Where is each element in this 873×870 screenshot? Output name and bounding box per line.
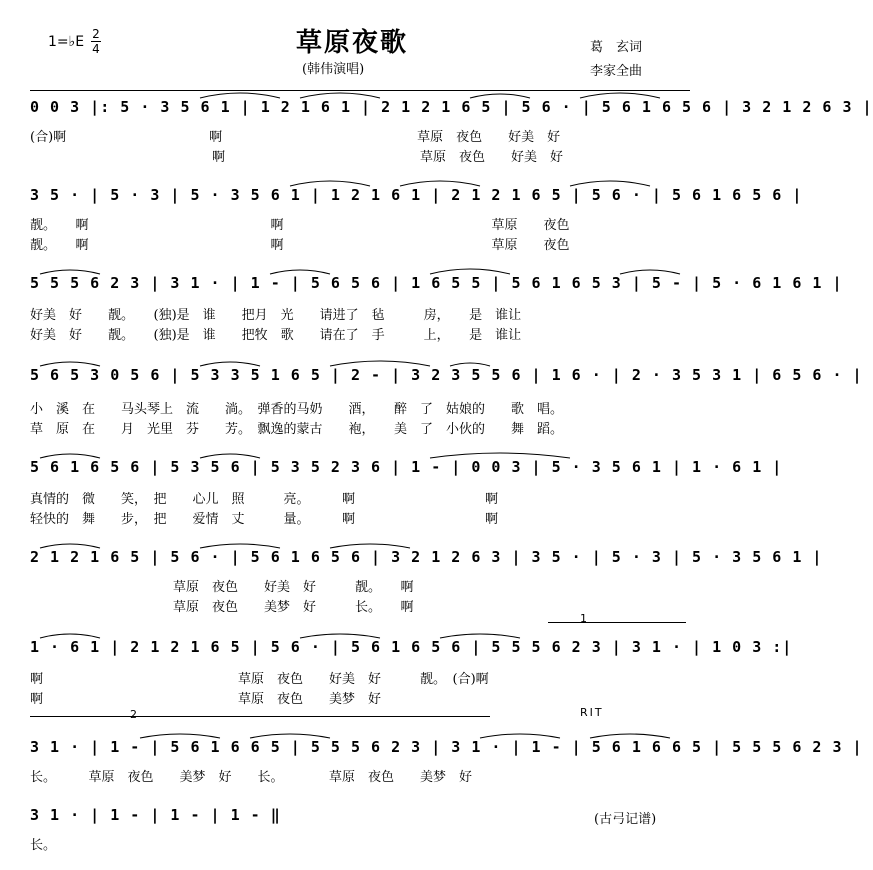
lyrics-row-3-verse-1: 好美 好 靓。 (独)是 谁 把月 光 请进了 毡 房， 是 谁让	[30, 308, 522, 323]
lyrics-row-1-verse-2: 啊 草原 夜色 好美 好	[30, 150, 564, 165]
transcriber-credit: (古弓记谱)	[594, 812, 657, 827]
lyrics-row-7-verse-2: 啊 草原 夜色 美梦 好	[30, 692, 382, 707]
time-signature: 2 4	[92, 27, 100, 56]
lyrics-row-1-verse-1: (合)啊 啊 草原 夜色 好美 好	[30, 130, 561, 145]
lyrics-row-7-verse-1: 啊 草原 夜色 好美 好 靓。 (合)啊	[30, 672, 489, 687]
lyrics-row-8-verse-1: 长。 草原 夜色 美梦 好 长。 草原 夜色 美梦 好	[30, 770, 473, 785]
lyrics-row-5-verse-2: 轻快的 舞 步， 把 爱情 丈 量。 啊 啊	[30, 512, 499, 527]
composer-credit: 李家全曲	[590, 64, 643, 79]
notation-row-9: 3 1 · | 1 - | 1 - | 1 - ‖	[30, 806, 281, 824]
lyricist-credit: 葛 玄词	[590, 40, 643, 55]
lyrics-row-6-verse-1: 草原 夜色 好美 好 靓。 啊	[30, 580, 414, 595]
lyrics-row-5-verse-1: 真情的 微 笑， 把 心儿 照 亮。 啊 啊	[30, 492, 499, 507]
notation-row-8: 3 1 · | 1 - | 5 6 1 6 6 5 | 5 5 5 6 2 3 | 3 1 · | 1 - | 5 6 1 6 6 5 | 5 5 5 6 2 3 |	[30, 738, 863, 756]
notation-row-7: 1 · 6 1 | 2 1 2 1 6 5 | 5 6 · | 5 6 1 6 5 6 | 5 5 5 6 2 3 | 3 1 · | 1 0 3 :|	[30, 638, 793, 656]
lyrics-row-9-verse-1: 长。	[30, 838, 57, 853]
lyrics-row-4-verse-1: 小 溪 在 马头琴上 流 淌。 弹香的马奶 酒， 醉 了 姑娘的 歌 唱。	[30, 402, 564, 417]
notation-row-5: 5 6 1 6 5 6 | 5 3 5 6 | 5 3 5 2 3 6 | 1 - | 0 0 3 | 5 · 3 5 6 1 | 1 · 6 1 |	[30, 458, 783, 476]
notation-row-4: 5 6 5 3 0 5 6 | 5 3 3 5 1 6 5 | 2 - | 3 2 3 5 5 6 | 1 6 · | 2 · 3 5 3 1 | 6 5 6 · |	[30, 366, 863, 384]
notation-row-6: 2 1 2 1 6 5 | 5 6 · | 5 6 1 6 5 6 | 3 2 1 2 6 3 | 3 5 · | 5 · 3 | 5 · 3 5 6 1 |	[30, 548, 823, 566]
song-title: 草原夜歌	[296, 28, 409, 58]
ritardando-mark: RIT	[580, 706, 604, 719]
volta-2-label: 2	[130, 708, 137, 721]
lyrics-row-6-verse-2: 草原 夜色 美梦 好 长。 啊	[30, 600, 414, 615]
notation-row-1: 0 0 3 |: 5 · 3 5 6 1 | 1 2 1 6 1 | 2 1 2 1 6 5 | 5 6 · | 5 6 1 6 5 6 | 3 2 1 2 6 3 |	[30, 98, 873, 116]
volta-1-label: 1	[580, 612, 587, 625]
lyrics-row-2-verse-2: 靓。 啊 啊 草原 夜色	[30, 238, 570, 253]
notation-row-2: 3 5 · | 5 · 3 | 5 · 3 5 6 1 | 1 2 1 6 1 | 2 1 2 1 6 5 | 5 6 · | 5 6 1 6 5 6 |	[30, 186, 803, 204]
notation-row-3: 5 5 5 6 2 3 | 3 1 · | 1 - | 5 6 5 6 | 1 6 5 5 | 5 6 1 6 5 3 | 5 - | 5 · 6 1 6 1 |	[30, 274, 843, 292]
lyrics-row-2-verse-1: 靓。 啊 啊 草原 夜色	[30, 218, 570, 233]
lyrics-row-3-verse-2: 好美 好 靓。 (独)是 谁 把牧 歌 请在了 手 上， 是 谁让	[30, 328, 522, 343]
performer-subtitle: (韩伟演唱)	[302, 62, 365, 77]
lyrics-row-4-verse-2: 草 原 在 月 光里 芬 芳。 飘逸的蒙古 袍， 美 了 小伙的 舞 蹈。	[30, 422, 564, 437]
key-signature: 1=♭E	[48, 34, 85, 50]
